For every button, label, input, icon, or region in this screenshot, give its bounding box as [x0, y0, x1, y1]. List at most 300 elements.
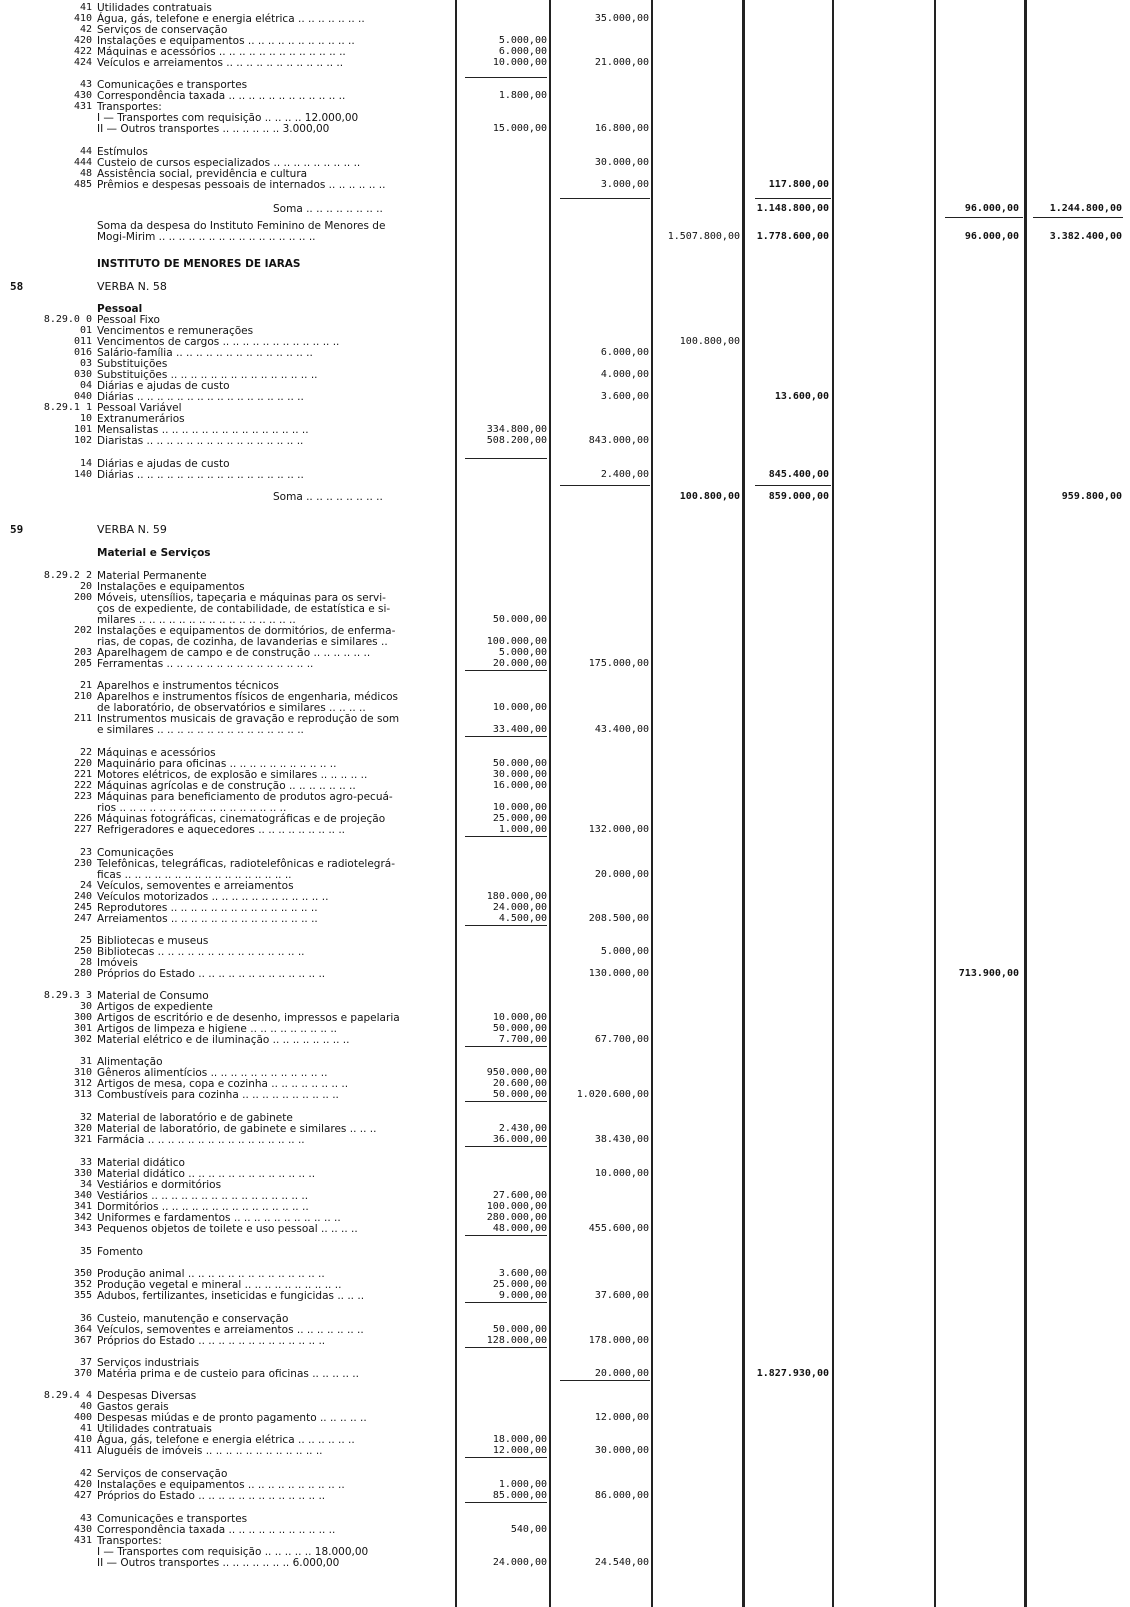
line-label: Água, gás, telefone e energia elétrica .. .. .. .. .. .. .. [97, 13, 365, 25]
line-code: 221 [73, 769, 92, 780]
subtotal-rule [465, 670, 547, 671]
line-code: 43 [79, 79, 92, 90]
line-label: Custeio, manutenção e conservação [97, 1313, 289, 1325]
line-code: 25 [79, 935, 92, 946]
line-label: Farmácia .. .. .. .. .. .. .. .. .. .. .. .. .. .. .. .. [97, 1134, 305, 1146]
line-code: 8.29.4 4 [43, 1390, 92, 1401]
line-code: 364 [73, 1324, 92, 1335]
line-label: Diaristas .. .. .. .. .. .. .. .. .. .. .. .. .. .. .. .. [97, 435, 304, 447]
amount-c4: 35.000,00 [594, 13, 649, 24]
line-code: 343 [73, 1223, 92, 1234]
line-code: 20 [79, 581, 92, 592]
line-label: Motores elétricos, de explosão e similares .. .. .. .. .. [97, 769, 368, 781]
line-code: 313 [73, 1089, 92, 1100]
line-code: 485 [73, 179, 92, 190]
subtotal-rule [755, 198, 831, 199]
line-code: 33 [79, 1157, 92, 1168]
line-label: Salário-família .. .. .. .. .. .. .. .. .. .. .. .. .. .. [97, 347, 313, 359]
line-code: 37 [79, 1357, 92, 1368]
line-label: ços de expediente, de contabilidade, de estatística e si- [97, 603, 391, 615]
amount-c4: 2.400,00 [600, 469, 649, 480]
line-label: Utilidades contratuais [97, 2, 212, 14]
amount-c4: 43.400,00 [594, 724, 649, 735]
amount-c9: 3.382.400,00 [1049, 231, 1122, 242]
line-code: 23 [79, 847, 92, 858]
line-code: 21 [79, 680, 92, 691]
line-code: 424 [73, 57, 92, 68]
amount-c4: 67.700,00 [594, 1034, 649, 1045]
line-label: Correspondência taxada .. .. .. .. .. .. .. .. .. .. .. [97, 1524, 336, 1536]
line-code: 205 [73, 658, 92, 669]
amount-c3: 10.000,00 [492, 702, 547, 713]
amount-c3: 950.000,00 [486, 1067, 547, 1078]
line-label: Mogi-Mirim .. .. .. .. .. .. .. .. .. .. .. .. .. .. .. .. [97, 231, 316, 243]
line-label: Dormitórios .. .. .. .. .. .. .. .. .. .. .. .. .. .. .. [97, 1201, 309, 1213]
line-code: 011 [73, 336, 92, 347]
amount-c3: 20.600,00 [492, 1078, 547, 1089]
amount-c3: 25.000,00 [492, 1279, 547, 1290]
amount-c3: 48.000,00 [492, 1223, 547, 1234]
amount-c3: 180.000,00 [486, 891, 547, 902]
line-label: Comunicações e transportes [97, 79, 248, 91]
subtotal-rule [465, 1101, 547, 1102]
line-label: rias, de copas, de cozinha, de lavanderias e similares .. [97, 636, 388, 648]
line-code: 427 [73, 1490, 92, 1501]
amount-c3: 10.000,00 [492, 57, 547, 68]
line-label: milares .. .. .. .. .. .. .. .. .. .. .. .. .. .. .. .. [97, 614, 296, 626]
line-code: 352 [73, 1279, 92, 1290]
line-code: 48 [79, 168, 92, 179]
line-code: 410 [73, 13, 92, 24]
subtotal-rule [560, 198, 650, 199]
line-label: Material didático [97, 1157, 185, 1169]
amount-c3: 128.000,00 [486, 1335, 547, 1346]
amount-c4: 178.000,00 [588, 1335, 649, 1346]
line-code: 8.29.3 3 [43, 990, 92, 1001]
line-code: 59 [10, 523, 24, 536]
line-label: Diárias .. .. .. .. .. .. .. .. .. .. .. .. .. .. .. .. .. [97, 469, 304, 481]
line-code: 36 [79, 1313, 92, 1324]
subtotal-rule [465, 1457, 547, 1458]
amount-c4: 12.000,00 [594, 1412, 649, 1423]
line-label: Correspondência taxada .. .. .. .. .. .. .. .. .. .. .. .. [97, 90, 346, 102]
line-code: 342 [73, 1212, 92, 1223]
line-label: Instalações e equipamentos de dormitórios, de enferma- [97, 625, 396, 637]
amount-c9: 959.800,00 [1061, 491, 1122, 502]
line-code: 301 [73, 1023, 92, 1034]
line-code: 430 [73, 90, 92, 101]
line-label: Artigos de limpeza e higiene .. .. .. .. .. .. .. .. .. [97, 1023, 338, 1035]
amount-c3: 24.000,00 [492, 902, 547, 913]
line-label: Despesas miúdas e de pronto pagamento .. .. .. .. .. [97, 1412, 367, 1424]
line-label: Diárias e ajudas de custo [97, 458, 230, 470]
line-label: Veículos motorizados .. .. .. .. .. .. .. .. .. .. .. .. [97, 891, 329, 903]
line-label: Alimentação [97, 1056, 163, 1068]
line-label: e similares .. .. .. .. .. .. .. .. .. .. .. .. .. .. .. [97, 724, 304, 736]
line-code: 312 [73, 1078, 92, 1089]
line-label: Serviços de conservação [97, 1468, 228, 1480]
line-label: Assistência social, previdência e cultura [97, 168, 308, 180]
amount-c4: 130.000,00 [588, 968, 649, 979]
column-rule [455, 0, 457, 1607]
amount-c3: 25.000,00 [492, 813, 547, 824]
line-code: 10 [79, 413, 92, 424]
line-code: 247 [73, 913, 92, 924]
line-label: Aparelhos e instrumentos físicos de engenharia, médicos [97, 691, 398, 703]
subtotal-rule [465, 736, 547, 737]
amount-c4: 30.000,00 [594, 157, 649, 168]
line-code: 43 [79, 1513, 92, 1524]
line-label: Pessoal Variável [97, 402, 182, 414]
line-label: Estímulos [97, 146, 148, 158]
line-label: Gêneros alimentícios .. .. .. .. .. .. .. .. .. .. .. .. [97, 1067, 328, 1079]
amount-c4: 455.600,00 [588, 1223, 649, 1234]
amount-c6: 1.148.800,00 [756, 203, 829, 214]
line-label: II — Outros transportes .. .. .. .. .. .. 3.000,00 [97, 123, 330, 135]
amount-c3: 7.700,00 [498, 1034, 547, 1045]
line-code: 58 [10, 280, 24, 293]
line-label: Material didático .. .. .. .. .. .. .. .. .. .. .. .. .. [97, 1168, 316, 1180]
line-code: 42 [79, 24, 92, 35]
amount-c3: 100.000,00 [486, 636, 547, 647]
line-code: 321 [73, 1134, 92, 1145]
line-label: Refrigeradores e aquecedores .. .. .. .. .. .. .. .. .. [97, 824, 346, 836]
line-label: Móveis, utensílios, tapeçaria e máquinas para os servi- [97, 592, 386, 604]
line-code: 230 [73, 858, 92, 869]
subtotal-rule [465, 1502, 547, 1503]
subtotal-rule [465, 836, 547, 837]
amount-c4: 208.500,00 [588, 913, 649, 924]
line-code: 140 [73, 469, 92, 480]
line-code: 40 [79, 1401, 92, 1412]
line-code: 320 [73, 1123, 92, 1134]
amount-c6: 13.600,00 [774, 391, 829, 402]
amount-c5: 100.800,00 [679, 491, 740, 502]
line-label: Fomento [97, 1246, 143, 1258]
line-code: 01 [79, 325, 92, 336]
line-code: 350 [73, 1268, 92, 1279]
amount-c4: 6.000,00 [600, 347, 649, 358]
amount-c3: 280.000,00 [486, 1212, 547, 1223]
amount-c6: 1.827.930,00 [756, 1368, 829, 1379]
amount-c3: 50.000,00 [492, 614, 547, 625]
amount-c4: 10.000,00 [594, 1168, 649, 1179]
line-label: Material de Consumo [97, 990, 209, 1002]
amount-c3: 50.000,00 [492, 1089, 547, 1100]
line-code: 202 [73, 625, 92, 636]
amount-c3: 100.000,00 [486, 1201, 547, 1212]
amount-c6: 859.000,00 [768, 491, 829, 502]
amount-c3: 6.000,00 [498, 46, 547, 57]
amount-c6: 1.778.600,00 [756, 231, 829, 242]
amount-c4: 21.000,00 [594, 57, 649, 68]
amount-c3: 5.000,00 [498, 35, 547, 46]
line-code: 310 [73, 1067, 92, 1078]
line-code: 016 [73, 347, 92, 358]
line-label: Veículos, semoventes e arreiamentos [97, 880, 294, 892]
line-label: Serviços industriais [97, 1357, 200, 1369]
subtotal-rule [560, 485, 650, 486]
line-code: 226 [73, 813, 92, 824]
line-label: rios .. .. .. .. .. .. .. .. .. .. .. .. .. .. .. .. .. [97, 802, 287, 814]
line-code: 220 [73, 758, 92, 769]
line-label: ficas .. .. .. .. .. .. .. .. .. .. .. .. .. .. .. .. .. [97, 869, 292, 881]
subtotal-rule [465, 1046, 547, 1047]
amount-c3: 4.500,00 [498, 913, 547, 924]
line-label: Prêmios e despesas pessoais de internados .. .. .. .. .. .. [97, 179, 386, 191]
line-label: Vencimentos e remunerações [97, 325, 254, 337]
line-code: 24 [79, 880, 92, 891]
amount-c3: 10.000,00 [492, 802, 547, 813]
line-code: 222 [73, 780, 92, 791]
amount-c6: 845.400,00 [768, 469, 829, 480]
line-code: 223 [73, 791, 92, 802]
line-code: 340 [73, 1190, 92, 1201]
line-label: Instrumentos musicais de gravação e reprodução de som [97, 713, 400, 725]
amount-c4: 1.020.600,00 [576, 1089, 649, 1100]
line-label: Diárias .. .. .. .. .. .. .. .. .. .. .. .. .. .. .. .. .. [97, 391, 304, 403]
amount-c4: 5.000,00 [600, 946, 649, 957]
amount-c3: 1.800,00 [498, 90, 547, 101]
amount-c3: 50.000,00 [492, 1023, 547, 1034]
line-label: Material e Serviços [97, 547, 211, 559]
amount-c3: 24.000,00 [492, 1557, 547, 1568]
line-label: Extranumerários [97, 413, 185, 425]
subtotal-rule [465, 1302, 547, 1303]
line-label: VERBA N. 58 [97, 280, 167, 293]
line-label: Maquinário para oficinas .. .. .. .. .. .. .. .. .. .. .. [97, 758, 337, 770]
line-label: Produção animal .. .. .. .. .. .. .. .. .. .. .. .. .. .. [97, 1268, 325, 1280]
line-label: Próprios do Estado .. .. .. .. .. .. .. .. .. .. .. .. .. [97, 968, 326, 980]
line-label: Reprodutores .. .. .. .. .. .. .. .. .. .. .. .. .. .. .. [97, 902, 318, 914]
line-code: 200 [73, 592, 92, 603]
amount-c4: 38.430,00 [594, 1134, 649, 1145]
column-rule [832, 0, 834, 1607]
line-code: 41 [79, 1423, 92, 1434]
line-code: 203 [73, 647, 92, 658]
amount-c3: 334.800,00 [486, 424, 547, 435]
line-label: Material de laboratório, de gabinete e similares .. .. .. [97, 1123, 377, 1135]
column-rule [549, 0, 551, 1607]
soma-label: Soma .. .. .. .. .. .. .. .. [273, 491, 383, 503]
line-label: II — Outros transportes .. .. .. .. .. .. .. 6.000,00 [97, 1557, 340, 1569]
subtotal-rule [465, 458, 547, 459]
amount-c3: 27.600,00 [492, 1190, 547, 1201]
amount-c4: 132.000,00 [588, 824, 649, 835]
line-label: Pequenos objetos de toilete e uso pessoal .. .. .. .. [97, 1223, 358, 1235]
line-label: Artigos de escritório e de desenho, impressos e papelaria [97, 1012, 400, 1024]
amount-c4: 20.000,00 [594, 869, 649, 880]
line-label: Vestiários e dormitórios [97, 1179, 222, 1191]
subtotal-rule [945, 217, 1023, 218]
line-label: Telefônicas, telegráficas, radiotelefônicas e radiotelegrá- [97, 858, 395, 870]
line-label: Arreiamentos .. .. .. .. .. .. .. .. .. .. .. .. .. .. .. [97, 913, 318, 925]
subtotal-rule [465, 1347, 547, 1348]
amount-c3: 1.000,00 [498, 1479, 547, 1490]
amount-c3: 85.000,00 [492, 1490, 547, 1501]
amount-c3: 3.600,00 [498, 1268, 547, 1279]
line-label: Água, gás, telefone e energia elétrica .. .. .. .. .. .. [97, 1434, 355, 1446]
line-code: 330 [73, 1168, 92, 1179]
amount-c4: 4.000,00 [600, 369, 649, 380]
line-code: 04 [79, 380, 92, 391]
amount-c3: 5.000,00 [498, 647, 547, 658]
line-code: 101 [73, 424, 92, 435]
line-label: Próprios do Estado .. .. .. .. .. .. .. .. .. .. .. .. .. [97, 1490, 326, 1502]
line-code: 245 [73, 902, 92, 913]
amount-c3: 16.000,00 [492, 780, 547, 791]
amount-c3: 50.000,00 [492, 1324, 547, 1335]
amount-c3: 30.000,00 [492, 769, 547, 780]
line-label: Uniformes e fardamentos .. .. .. .. .. .. .. .. .. .. .. [97, 1212, 341, 1224]
subtotal-rule [465, 1146, 547, 1147]
line-label: Veículos e arreiamentos .. .. .. .. .. .. .. .. .. .. .. .. [97, 57, 344, 69]
line-label: Aparelhagem de campo e de construção .. .. .. .. .. .. [97, 647, 371, 659]
subtotal-rule [755, 485, 831, 486]
line-code: 422 [73, 46, 92, 57]
line-label: Próprios do Estado .. .. .. .. .. .. .. .. .. .. .. .. .. [97, 1335, 326, 1347]
line-code: 300 [73, 1012, 92, 1023]
line-code: 280 [73, 968, 92, 979]
line-label: Substituições .. .. .. .. .. .. .. .. .. .. .. .. .. .. .. [97, 369, 318, 381]
amount-c4: 20.000,00 [594, 1368, 649, 1379]
line-label: Soma da despesa do Instituto Feminino de Menores de [97, 220, 386, 232]
line-code: 22 [79, 747, 92, 758]
amount-c8: 96.000,00 [964, 203, 1019, 214]
line-code: 370 [73, 1368, 92, 1379]
line-code: 31 [79, 1056, 92, 1067]
line-label: Máquinas e acessórios [97, 747, 216, 759]
amount-c6: 117.800,00 [768, 179, 829, 190]
line-code: 102 [73, 435, 92, 446]
amount-c4: 86.000,00 [594, 1490, 649, 1501]
amount-c3: 18.000,00 [492, 1434, 547, 1445]
amount-c8: 96.000,00 [964, 231, 1019, 242]
line-label: Utilidades contratuais [97, 1423, 212, 1435]
line-code: 400 [73, 1412, 92, 1423]
line-code: 420 [73, 35, 92, 46]
amount-c9: 1.244.800,00 [1049, 203, 1122, 214]
line-code: 302 [73, 1034, 92, 1045]
amount-c3: 12.000,00 [492, 1445, 547, 1456]
column-rule [742, 0, 745, 1607]
amount-c8: 713.900,00 [958, 968, 1019, 979]
amount-c3: 540,00 [510, 1524, 547, 1535]
line-code: 420 [73, 1479, 92, 1490]
line-code: 34 [79, 1179, 92, 1190]
line-label: Combustíveis para cozinha .. .. .. .. .. .. .. .. .. .. [97, 1089, 339, 1101]
line-label: Material de laboratório e de gabinete [97, 1112, 293, 1124]
line-label: Instalações e equipamentos [97, 581, 245, 593]
line-label: Mensalistas .. .. .. .. .. .. .. .. .. .. .. .. .. .. .. [97, 424, 309, 436]
line-code: 8.29.2 2 [43, 570, 92, 581]
line-label: Aluguéis de imóveis .. .. .. .. .. .. .. .. .. .. .. .. [97, 1445, 323, 1457]
amount-c4: 24.540,00 [594, 1557, 649, 1568]
line-label: Instalações e equipamentos .. .. .. .. .. .. .. .. .. .. [97, 1479, 345, 1491]
amount-c3: 1.000,00 [498, 824, 547, 835]
line-code: 355 [73, 1290, 92, 1301]
line-code: 28 [79, 957, 92, 968]
amount-c5: 100.800,00 [679, 336, 740, 347]
line-label: Vencimentos de cargos .. .. .. .. .. .. .. .. .. .. .. .. [97, 336, 340, 348]
line-label: Despesas Diversas [97, 1390, 197, 1402]
line-code: 430 [73, 1524, 92, 1535]
line-code: 03 [79, 358, 92, 369]
line-code: 250 [73, 946, 92, 957]
line-label: Matéria prima e de custeio para oficinas .. .. .. .. .. [97, 1368, 359, 1380]
line-label: Bibliotecas .. .. .. .. .. .. .. .. .. .. .. .. .. .. .. [97, 946, 305, 958]
amount-c3: 15.000,00 [492, 123, 547, 134]
line-label: I — Transportes com requisição .. .. .. .. 12.000,00 [97, 112, 359, 124]
line-code: 227 [73, 824, 92, 835]
line-label: Comunicações e transportes [97, 1513, 248, 1525]
subtotal-rule [465, 1235, 547, 1236]
amount-c3: 36.000,00 [492, 1134, 547, 1145]
amount-c5: 1.507.800,00 [667, 231, 740, 242]
line-code: 444 [73, 157, 92, 168]
line-label: Máquinas para beneficiamento de produtos agro-pecuá- [97, 791, 393, 803]
line-code: 8.29.1 1 [43, 402, 92, 413]
line-code: 030 [73, 369, 92, 380]
line-label: Comunicações [97, 847, 174, 859]
line-label: I — Transportes com requisição .. .. .. .. .. 18.000,00 [97, 1546, 369, 1558]
subtotal-rule [560, 1380, 650, 1381]
amount-c4: 3.600,00 [600, 391, 649, 402]
line-label: Artigos de expediente [97, 1001, 213, 1013]
line-code: 44 [79, 146, 92, 157]
column-rule [651, 0, 653, 1607]
amount-c3: 20.000,00 [492, 658, 547, 669]
amount-c4: 3.000,00 [600, 179, 649, 190]
line-code: 431 [73, 101, 92, 112]
amount-c4: 843.000,00 [588, 435, 649, 446]
line-label: Máquinas fotográficas, cinematográficas e de projeção [97, 813, 386, 825]
line-label: Adubos, fertilizantes, inseticidas e fungicidas .. .. .. [97, 1290, 365, 1302]
amount-c3: 9.000,00 [498, 1290, 547, 1301]
line-label: INSTITUTO DE MENORES DE IARAS [97, 258, 301, 270]
line-label: Serviços de conservação [97, 24, 228, 36]
line-label: Gastos gerais [97, 1401, 169, 1413]
line-label: Bibliotecas e museus [97, 935, 209, 947]
amount-c3: 10.000,00 [492, 1012, 547, 1023]
amount-c4: 30.000,00 [594, 1445, 649, 1456]
line-code: 41 [79, 2, 92, 13]
line-code: 14 [79, 458, 92, 469]
line-label: Aparelhos e instrumentos técnicos [97, 680, 279, 692]
line-code: 32 [79, 1112, 92, 1123]
line-code: 211 [73, 713, 92, 724]
line-label: Imóveis [97, 957, 138, 969]
line-label: Pessoal [97, 303, 143, 315]
column-rule [934, 0, 936, 1607]
line-label: Diárias e ajudas de custo [97, 380, 230, 392]
line-label: Instalações e equipamentos .. .. .. .. .. .. .. .. .. .. .. [97, 35, 355, 47]
line-label: Substituições [97, 358, 168, 370]
line-code: 411 [73, 1445, 92, 1456]
line-label: Ferramentas .. .. .. .. .. .. .. .. .. .. .. .. .. .. .. [97, 658, 314, 670]
amount-c3: 50.000,00 [492, 758, 547, 769]
line-label: Material elétrico e de iluminação .. .. .. .. .. .. .. .. [97, 1034, 350, 1046]
line-code: 410 [73, 1434, 92, 1445]
line-label: VERBA N. 59 [97, 523, 167, 536]
line-label: Máquinas agrícolas e de construção .. .. .. .. .. .. .. [97, 780, 356, 792]
subtotal-rule [465, 77, 547, 78]
line-label: Produção vegetal e mineral .. .. .. .. .. .. .. .. .. .. [97, 1279, 342, 1291]
column-rule [1024, 0, 1027, 1607]
line-code: 040 [73, 391, 92, 402]
amount-c3: 508.200,00 [486, 435, 547, 446]
line-label: de laboratório, de observatórios e similares .. .. .. .. [97, 702, 366, 714]
